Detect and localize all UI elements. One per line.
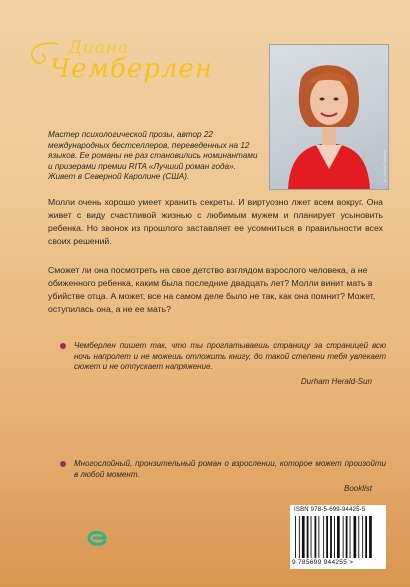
barcode xyxy=(290,505,386,569)
bullet-icon xyxy=(60,461,66,467)
author-last-name: Чемберлен xyxy=(50,54,214,84)
review-text: Многослойный, пронзительный роман о взрослении, которое может произойти в любой момент. xyxy=(74,459,386,479)
author-photo xyxy=(269,44,389,190)
barcode-bars-icon xyxy=(295,516,381,558)
bullet-icon xyxy=(60,343,66,349)
isbn-text: ISBN 978-5-699-94425-5 xyxy=(294,507,366,513)
review-source: Booklist xyxy=(343,484,372,493)
barcode-number: 9 785699 944255 > xyxy=(292,559,354,566)
author-name xyxy=(20,32,220,122)
publisher-logo-icon xyxy=(86,527,108,549)
review-item xyxy=(74,459,386,493)
review-text: Чемберлен пишет так, что ты проглатываешь страницу за страницей всю ночь напролет и не можешь отложить книгу, до такой степени тебя увлекает сюжет и не отпускает напряжение. xyxy=(74,341,386,371)
description-paragraph-1: Молли очень хорошо умеет хранить секреты. И виртуозно лжет всем вокруг. Она живет с виду счастливой жизнью с любимым мужем и планирует усыновить ребенка. Но звонок из прошлого заставляет ее усомниться в правильности всех своих решений. xyxy=(48,197,383,246)
author-portrait-icon xyxy=(270,45,388,189)
author-bio: Мастер психологической прозы, автор 22 международных бестселлеров, переведенных на 12 языков. Ее романы не раз становились номинантами и призерами премии RITA «Лучший роман года». Живет в Северной Каролине (США). xyxy=(48,130,258,182)
review-item xyxy=(74,341,386,386)
author-first-name: Диана xyxy=(68,38,130,58)
review-source: Durham Herald-Sun xyxy=(300,376,372,386)
description-paragraph-2: Сможет ли она посмотреть на свое детство взглядом взрослого человека, а не обиженного ребенка, каким была последние двадцать лет? Молли винит мать в убийстве отца. А может, все на самом деле было не так, как она помнит? Может, оступилась она, а не ее мать? xyxy=(48,265,376,314)
photo-credit: © Jason Pearson xyxy=(382,150,387,183)
